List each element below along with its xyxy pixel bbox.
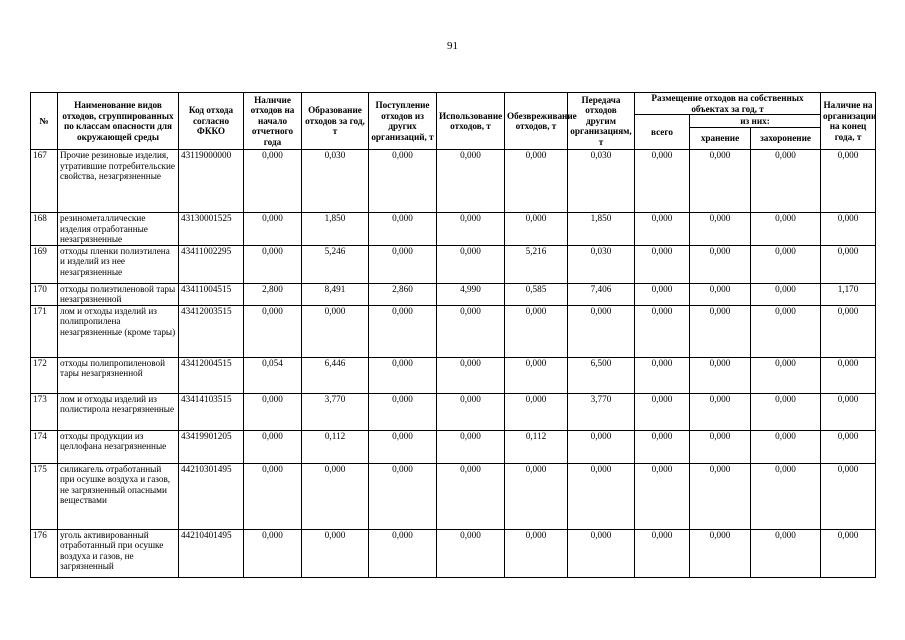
- value-cell: 0,000: [568, 305, 635, 357]
- value-cell: 0,000: [821, 213, 876, 246]
- value-cell: 0,000: [505, 357, 568, 393]
- value-cell: 0,000: [751, 529, 821, 577]
- value-cell: 0,000: [751, 150, 821, 213]
- value-cell: 3,770: [568, 393, 635, 430]
- waste-name: отходы продукции из целлофана незагрязненные: [58, 430, 179, 463]
- value-cell: 0,000: [821, 529, 876, 577]
- value-cell: 0,000: [568, 463, 635, 529]
- fkko-code: 43411004515: [179, 283, 244, 305]
- value-cell: 0,000: [821, 305, 876, 357]
- value-cell: 0,000: [821, 245, 876, 283]
- value-cell: 0,000: [690, 529, 751, 577]
- value-cell: 0,000: [369, 463, 437, 529]
- value-cell: 0,112: [302, 430, 369, 463]
- value-cell: 0,000: [244, 529, 302, 577]
- table-row: [31, 529, 876, 577]
- value-cell: 0,000: [244, 245, 302, 283]
- value-cell: 0,000: [505, 305, 568, 357]
- value-cell: 0,000: [437, 245, 505, 283]
- header-num: №: [31, 93, 58, 150]
- value-cell: 0,000: [821, 393, 876, 430]
- value-cell: 0,000: [437, 529, 505, 577]
- value-cell: 0,000: [302, 305, 369, 357]
- value-cell: 0,000: [505, 213, 568, 246]
- value-cell: 0,000: [369, 245, 437, 283]
- value-cell: 0,000: [437, 463, 505, 529]
- value-cell: 0,000: [821, 463, 876, 529]
- value-cell: 0,000: [505, 463, 568, 529]
- header-burial: захоронение: [751, 128, 821, 150]
- value-cell: 0,000: [568, 430, 635, 463]
- fkko-code: 43412004515: [179, 357, 244, 393]
- value-cell: 0,000: [751, 430, 821, 463]
- value-cell: 0,000: [751, 213, 821, 246]
- value-cell: 0,000: [690, 245, 751, 283]
- value-cell: 0,030: [302, 150, 369, 213]
- value-cell: 0,000: [437, 150, 505, 213]
- value-cell: 0,000: [635, 357, 690, 393]
- row-number: 172: [31, 357, 58, 393]
- value-cell: 0,000: [369, 305, 437, 357]
- page-number: 91: [447, 40, 458, 52]
- value-cell: 0,000: [690, 463, 751, 529]
- table-row: [31, 430, 876, 463]
- value-cell: 0,000: [302, 463, 369, 529]
- header-formed: Образование отходов за год, т: [302, 93, 369, 150]
- value-cell: 0,054: [244, 357, 302, 393]
- value-cell: 0,000: [505, 150, 568, 213]
- value-cell: 0,000: [437, 305, 505, 357]
- header-neutralized: Обезвреживание отходов, т: [505, 93, 568, 150]
- fkko-code: 43414103515: [179, 393, 244, 430]
- value-cell: 0,000: [369, 150, 437, 213]
- row-number: 173: [31, 393, 58, 430]
- value-cell: 0,000: [369, 357, 437, 393]
- value-cell: 0,000: [437, 357, 505, 393]
- waste-name: уголь активированный отработанный при осушке воздуха и газов, не загрязненный: [58, 529, 179, 577]
- value-cell: 0,000: [369, 430, 437, 463]
- waste-name: Прочие резиновые изделия, утратившие потребительские свойства, незагрязненные: [58, 150, 179, 213]
- value-cell: 6,446: [302, 357, 369, 393]
- header-placement: Размещение отходов на собственных объектах за год, т: [635, 93, 821, 115]
- waste-name: силикагель отработанный при осушке воздуха и газов, не загрязненный опасными веществами: [58, 463, 179, 529]
- value-cell: 0,000: [690, 305, 751, 357]
- value-cell: 0,000: [690, 357, 751, 393]
- fkko-code: 43411002295: [179, 245, 244, 283]
- header-storage: хранение: [690, 128, 751, 150]
- fkko-code: 43119000000: [179, 150, 244, 213]
- table-row: [31, 463, 876, 529]
- table-row: [31, 213, 876, 246]
- value-cell: 0,000: [690, 213, 751, 246]
- value-cell: 0,000: [751, 393, 821, 430]
- value-cell: 0,585: [505, 283, 568, 305]
- value-cell: 0,000: [635, 463, 690, 529]
- value-cell: 5,216: [505, 245, 568, 283]
- header-transferred: Передача отходов другим организациям, т: [568, 93, 635, 150]
- fkko-code: 44210301495: [179, 463, 244, 529]
- header-of-which: из них:: [690, 115, 821, 128]
- value-cell: 0,000: [437, 430, 505, 463]
- value-cell: 0,000: [505, 393, 568, 430]
- row-number: 174: [31, 430, 58, 463]
- row-number: 167: [31, 150, 58, 213]
- value-cell: 0,000: [635, 213, 690, 246]
- table-row: [31, 357, 876, 393]
- value-cell: 0,000: [244, 393, 302, 430]
- row-number: 171: [31, 305, 58, 357]
- row-number: 176: [31, 529, 58, 577]
- value-cell: 0,000: [751, 283, 821, 305]
- value-cell: 0,000: [568, 529, 635, 577]
- value-cell: 0,000: [751, 245, 821, 283]
- header-name: Наименование видов отходов, сгруппированных по классам опасности для окружающей среды: [58, 93, 179, 150]
- header-received: Поступление отходов из других организаций, т: [369, 93, 437, 150]
- value-cell: 0,000: [302, 529, 369, 577]
- value-cell: 0,000: [635, 283, 690, 305]
- value-cell: 3,770: [302, 393, 369, 430]
- table-row: [31, 393, 876, 430]
- value-cell: 2,860: [369, 283, 437, 305]
- value-cell: 1,170: [821, 283, 876, 305]
- value-cell: 0,000: [505, 529, 568, 577]
- table-row: [31, 245, 876, 283]
- value-cell: 0,000: [244, 463, 302, 529]
- waste-table: [30, 92, 876, 578]
- value-cell: 0,000: [690, 393, 751, 430]
- fkko-code: 44210401495: [179, 529, 244, 577]
- value-cell: 0,000: [751, 357, 821, 393]
- fkko-code: 43419901205: [179, 430, 244, 463]
- row-number: 170: [31, 283, 58, 305]
- value-cell: 0,030: [568, 150, 635, 213]
- value-cell: 0,000: [244, 150, 302, 213]
- value-cell: 6,500: [568, 357, 635, 393]
- waste-name: отходы полиэтиленовой тары незагрязненной: [58, 283, 179, 305]
- value-cell: 0,000: [690, 430, 751, 463]
- value-cell: 0,000: [821, 357, 876, 393]
- value-cell: 0,000: [244, 305, 302, 357]
- waste-name: лом и отходы изделий из полистирола незагрязненные: [58, 393, 179, 430]
- value-cell: 0,000: [751, 305, 821, 357]
- waste-name: резинометаллические изделия отработанные незагрязненные: [58, 213, 179, 246]
- value-cell: 0,000: [635, 245, 690, 283]
- value-cell: 0,000: [369, 393, 437, 430]
- header-used: Использование отходов, т: [437, 93, 505, 150]
- value-cell: 0,000: [821, 430, 876, 463]
- waste-name: отходы пленки полиэтилена и изделий из нее незагрязненные: [58, 245, 179, 283]
- value-cell: 0,000: [244, 430, 302, 463]
- value-cell: 0,000: [635, 529, 690, 577]
- value-cell: 0,000: [369, 213, 437, 246]
- value-cell: 7,406: [568, 283, 635, 305]
- header-total: всего: [635, 115, 690, 150]
- value-cell: 0,000: [369, 529, 437, 577]
- header-end: Наличие на организации на конец года, т: [821, 93, 876, 150]
- value-cell: 0,000: [437, 393, 505, 430]
- value-cell: 0,000: [437, 213, 505, 246]
- value-cell: 0,000: [244, 213, 302, 246]
- value-cell: 0,030: [568, 245, 635, 283]
- value-cell: 5,246: [302, 245, 369, 283]
- row-number: 169: [31, 245, 58, 283]
- table-row: [31, 150, 876, 213]
- row-number: 175: [31, 463, 58, 529]
- header-start: Наличие отходов на начало отчетного года: [244, 93, 302, 150]
- value-cell: 1,850: [302, 213, 369, 246]
- value-cell: 0,000: [821, 150, 876, 213]
- value-cell: 0,000: [635, 150, 690, 213]
- value-cell: 0,000: [635, 430, 690, 463]
- table-row: [31, 305, 876, 357]
- value-cell: 0,000: [635, 393, 690, 430]
- value-cell: 0,000: [635, 305, 690, 357]
- fkko-code: 43130001525: [179, 213, 244, 246]
- fkko-code: 43412003515: [179, 305, 244, 357]
- row-number: 168: [31, 213, 58, 246]
- value-cell: 0,000: [690, 150, 751, 213]
- value-cell: 0,000: [690, 283, 751, 305]
- value-cell: 2,800: [244, 283, 302, 305]
- header-code: Код отхода согласно ФККО: [179, 93, 244, 150]
- value-cell: 8,491: [302, 283, 369, 305]
- value-cell: 4,990: [437, 283, 505, 305]
- waste-name: лом и отходы изделий из полипропилена незагрязненные (кроме тары): [58, 305, 179, 357]
- table-row: [31, 283, 876, 305]
- value-cell: 1,850: [568, 213, 635, 246]
- value-cell: 0,112: [505, 430, 568, 463]
- value-cell: 0,000: [751, 463, 821, 529]
- waste-name: отходы полипропиленовой тары незагрязненной: [58, 357, 179, 393]
